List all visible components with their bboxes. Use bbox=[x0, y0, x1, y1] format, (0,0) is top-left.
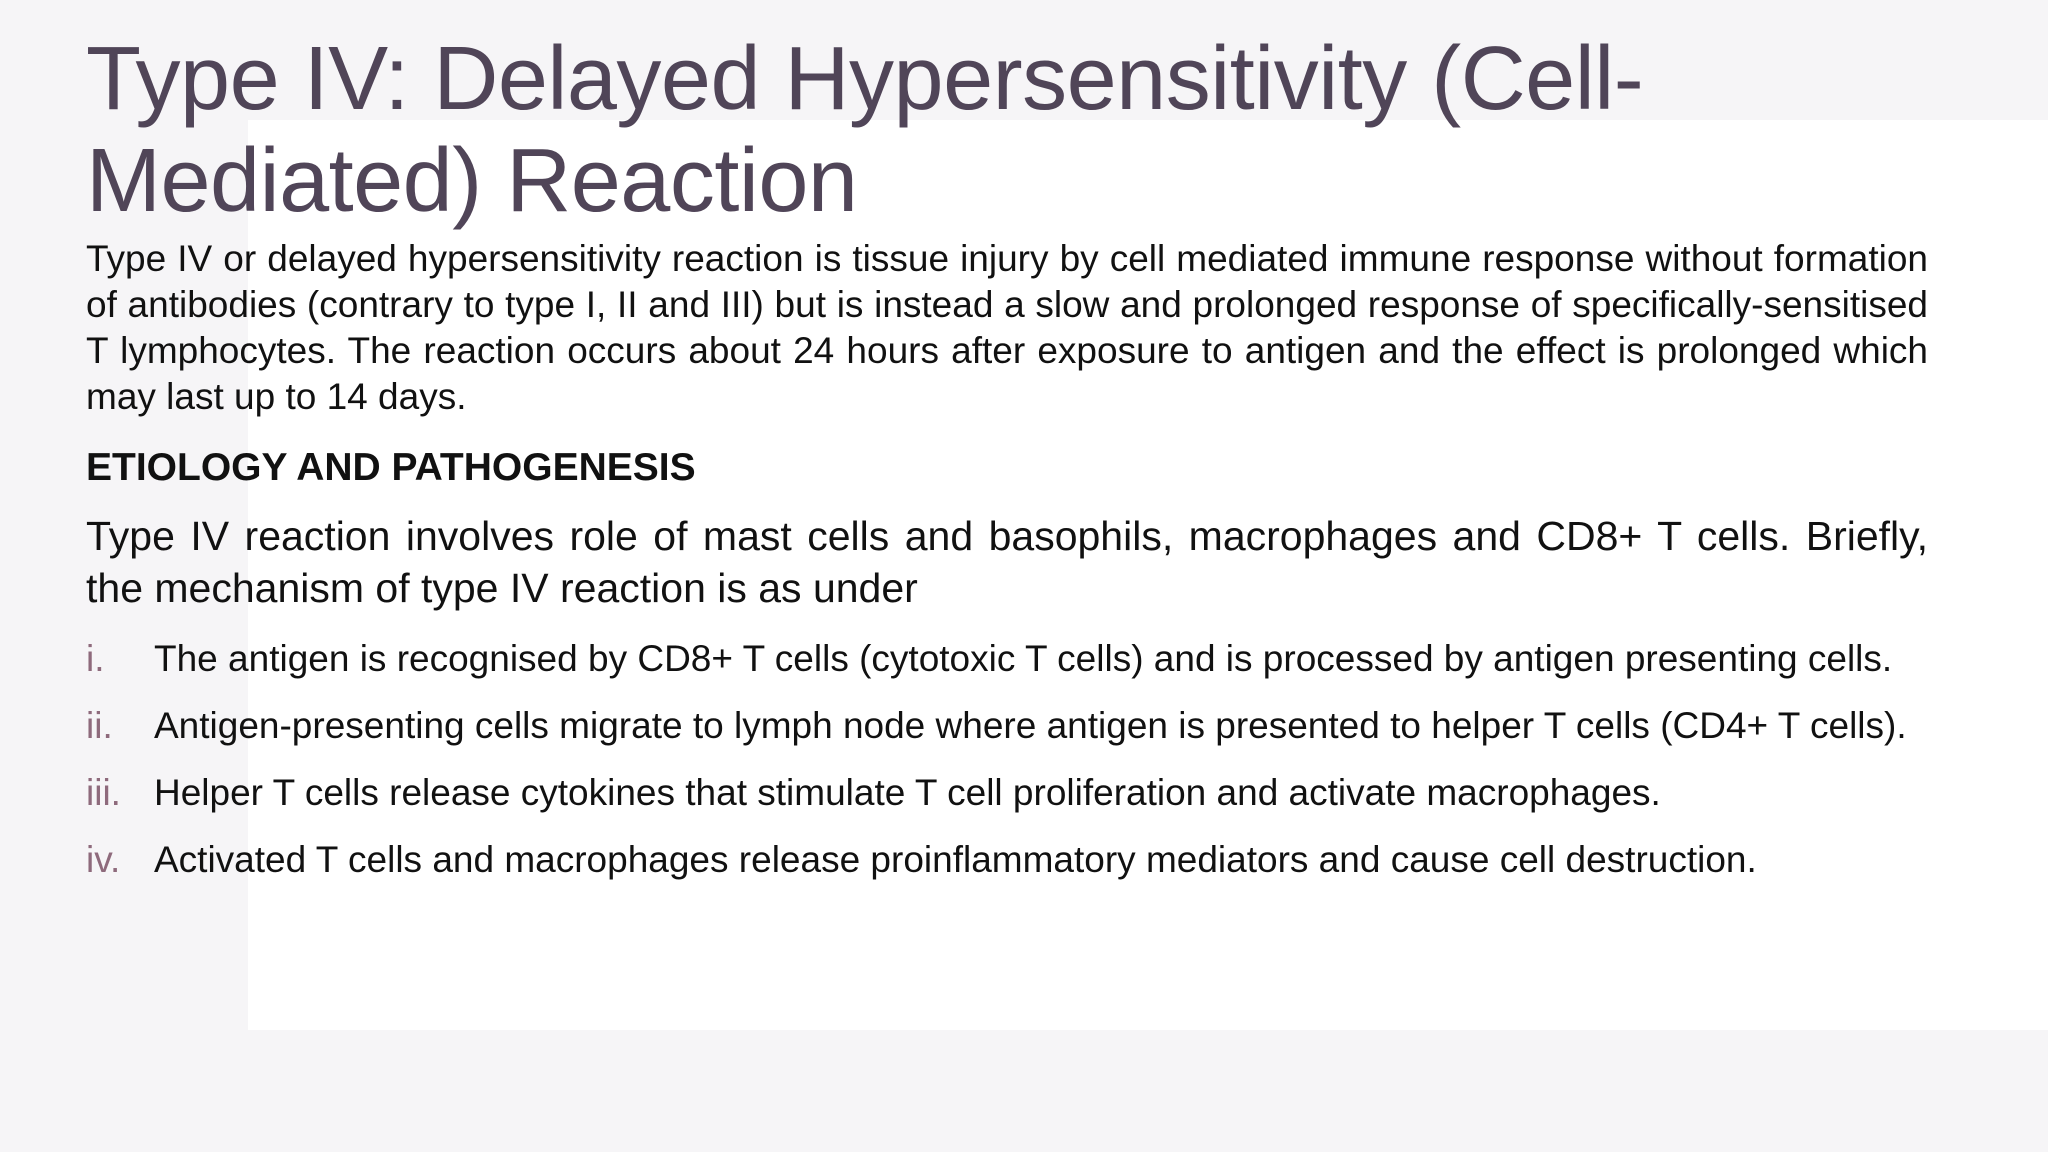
list-item-text: Helper T cells release cytokines that stimulate T cell proliferation and activate macrophages. bbox=[154, 772, 1661, 813]
slide bbox=[86, 28, 1928, 904]
intro-paragraph: Type IV or delayed hypersensitivity reaction is tissue injury by cell mediated immune response without formation of antibodies (contrary to type I, II and III) but is instead a slow and prolonged response of specifically-sensitised T lymphocytes. The reaction occurs about 24 hours after exposure to antigen and the effect is prolonged which may last up to 14 days. bbox=[86, 238, 1928, 417]
list-item-numeral: ii. bbox=[86, 705, 113, 746]
list-item-text: Antigen-presenting cells migrate to lymph node where antigen is presented to helper T cells (CD4+ T cells). bbox=[154, 705, 1907, 746]
list-item-numeral: iv. bbox=[86, 839, 121, 880]
list-item-numeral: i. bbox=[86, 638, 105, 679]
list-item-numeral: iii. bbox=[86, 772, 121, 813]
list-item bbox=[86, 636, 1928, 682]
list-item bbox=[86, 837, 1928, 883]
list-item-text: The antigen is recognised by CD8+ T cells (cytotoxic T cells) and is processed by antigen presenting cells. bbox=[154, 638, 1893, 679]
slide-title: Type IV: Delayed Hypersensitivity (Cell-Mediated) Reaction bbox=[86, 29, 1644, 231]
list-item bbox=[86, 703, 1928, 749]
mechanism-steps-list bbox=[86, 636, 1928, 883]
lead-paragraph: Type IV reaction involves role of mast cells and basophils, macrophages and CD8+ T cells. Briefly, the mechanism of type IV reaction is as under bbox=[86, 513, 1928, 611]
list-item-text: Activated T cells and macrophages release proinflammatory mediators and cause cell destruction. bbox=[154, 839, 1757, 880]
list-item bbox=[86, 770, 1928, 816]
section-heading: ETIOLOGY AND PATHOGENESIS bbox=[86, 446, 696, 489]
